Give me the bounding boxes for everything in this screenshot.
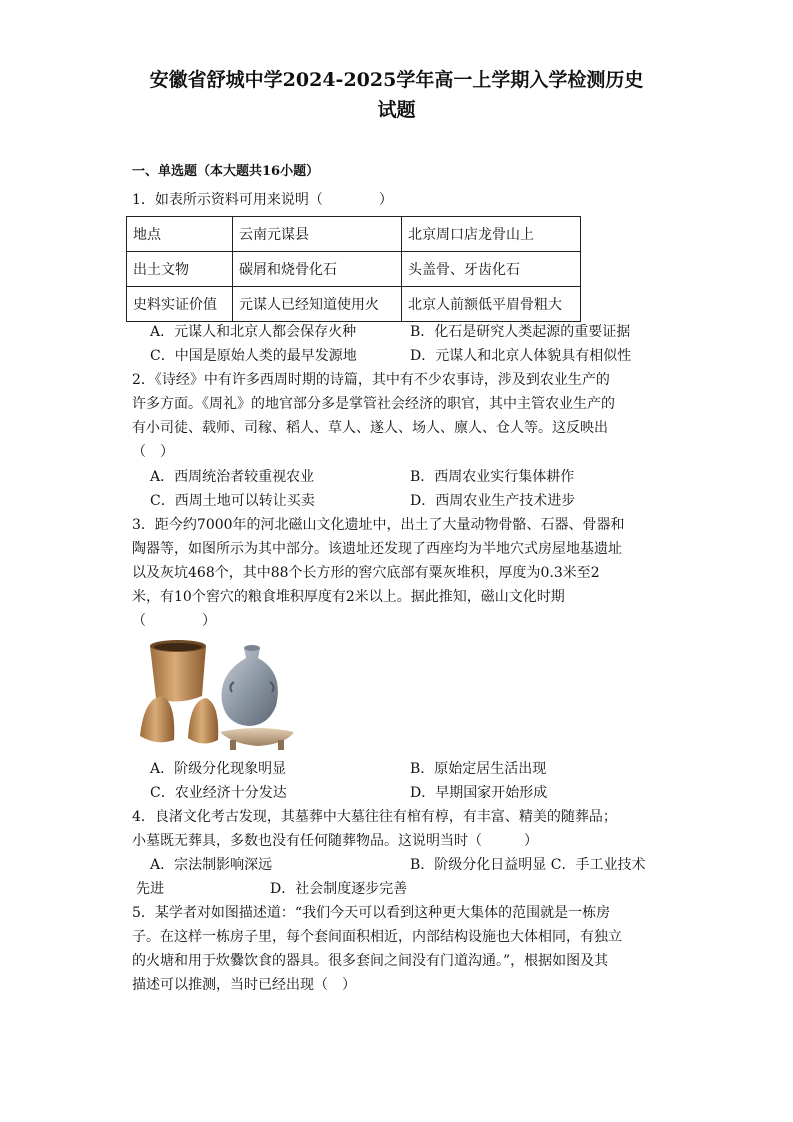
table-row xyxy=(127,252,581,287)
q2-option-b: B．西周农业实行集体耕作 xyxy=(410,469,575,485)
q3-option-b: B．原始定居生活出现 xyxy=(410,761,547,777)
q3-option-a: A．阶级分化现象明显 xyxy=(150,761,287,777)
q3-line1: 3．距今约7000年的河北磁山文化遗址中，出土了大量动物骨骼、石器、骨器和 xyxy=(132,517,625,533)
q3-line4: 米，有10个窖穴的粮食堆积厚度有2米以上。据此推知，磁山文化时期 xyxy=(132,589,565,605)
table-cell: 北京人前额低平眉骨粗大 xyxy=(402,287,581,322)
q2-option-a: A．西周统治者较重视农业 xyxy=(150,469,315,485)
q1-option-c: C．中国是原始人类的最早发源地 xyxy=(150,348,357,364)
q2-option-c: C．西周土地可以转让买卖 xyxy=(150,493,315,509)
q1-option-d: D．元谋人和北京人体貌具有相似性 xyxy=(410,348,632,364)
table-cell: 头盖骨、牙齿化石 xyxy=(402,252,581,287)
q4-line2: 小墓既无葬具，多数也没有任何随葬物品。这说明当时（ ） xyxy=(132,833,538,849)
q1-table xyxy=(126,216,581,322)
q5-line2: 子。在这样一栋房子里，每个套间面积相近，内部结构设施也大体相同，有独立 xyxy=(132,929,622,945)
q4-option-d: D．社会制度逐步完善 xyxy=(270,881,408,897)
doc-title-line2: 试题 xyxy=(377,99,416,121)
q3-option-d: D．早期国家开始形成 xyxy=(410,785,548,801)
q2-option-d: D．西周农业生产技术进步 xyxy=(410,493,576,509)
q2-line3: 有小司徒、载师、司稼、稻人、草人、遂人、场人、廪人、仓人等。这反映出 xyxy=(132,420,608,436)
q1-option-b: B．化石是研究人类起源的重要证据 xyxy=(410,324,631,340)
cishan-artifacts-image xyxy=(136,636,300,754)
table-row xyxy=(127,217,581,252)
q4-line1: 4．良渚文化考古发现，其墓葬中大墓往往有棺有椁，有丰富、精美的随葬品； xyxy=(132,809,617,825)
table-cell: 北京周口店龙骨山上 xyxy=(402,217,581,252)
table-cell: 碳屑和烧骨化石 xyxy=(233,252,402,287)
table-cell: 出土文物 xyxy=(127,252,233,287)
q1-stem: 1．如表所示资料可用来说明（ ） xyxy=(132,192,393,208)
table-cell: 元谋人已经知道使用火 xyxy=(233,287,402,322)
q3-line3: 以及灰坑468个，其中88个长方形的窖穴底部有粟灰堆积，厚度为0.3米至2 xyxy=(132,565,600,581)
table-cell: 史料实证价值 xyxy=(127,287,233,322)
table-row xyxy=(127,287,581,322)
q5-line1: 5．某学者对如图描述道：“我们今天可以看到这种更大集体的范围就是一栋房 xyxy=(132,905,611,921)
q4-option-a: A．宗法制影响深远 xyxy=(150,857,273,873)
q4-option-c-cont: 先进 xyxy=(136,881,164,897)
q3-option-c: C．农业经济十分发达 xyxy=(150,785,287,801)
doc-title-line1: 安徽省舒城中学2024-2025学年高一上学期入学检测历史 xyxy=(149,69,644,91)
q1-option-a: A．元谋人和北京人都会保存火种 xyxy=(150,324,357,340)
q3-line5: （ ） xyxy=(132,613,216,629)
table-cell: 云南元谋县 xyxy=(233,217,402,252)
q3-line2: 陶器等，如图所示为其中部分。该遗址还发现了西座均为半地穴式房屋地基遗址 xyxy=(132,541,622,557)
q5-line3: 的火塘和用于炊爨饮食的器具。很多套间之间没有门道沟通。”，根据如图及其 xyxy=(132,953,609,969)
q2-line1: 2．《诗经》中有许多西周时期的诗篇，其中有不少农事诗，涉及到农业生产的 xyxy=(132,372,610,388)
section-heading: 一、单选题（本大题共16小题） xyxy=(132,164,320,179)
q4-option-b-c: B．阶级分化日益明显 C．手工业技术 xyxy=(410,857,646,873)
table-cell: 地点 xyxy=(127,217,233,252)
q5-line4: 描述可以推测，当时已经出现（ ） xyxy=(132,977,356,993)
q2-line4: （ ） xyxy=(132,444,174,460)
q2-line2: 许多方面。《周礼》的地官部分多是掌管社会经济的职官，其中主管农业生产的 xyxy=(132,396,615,412)
